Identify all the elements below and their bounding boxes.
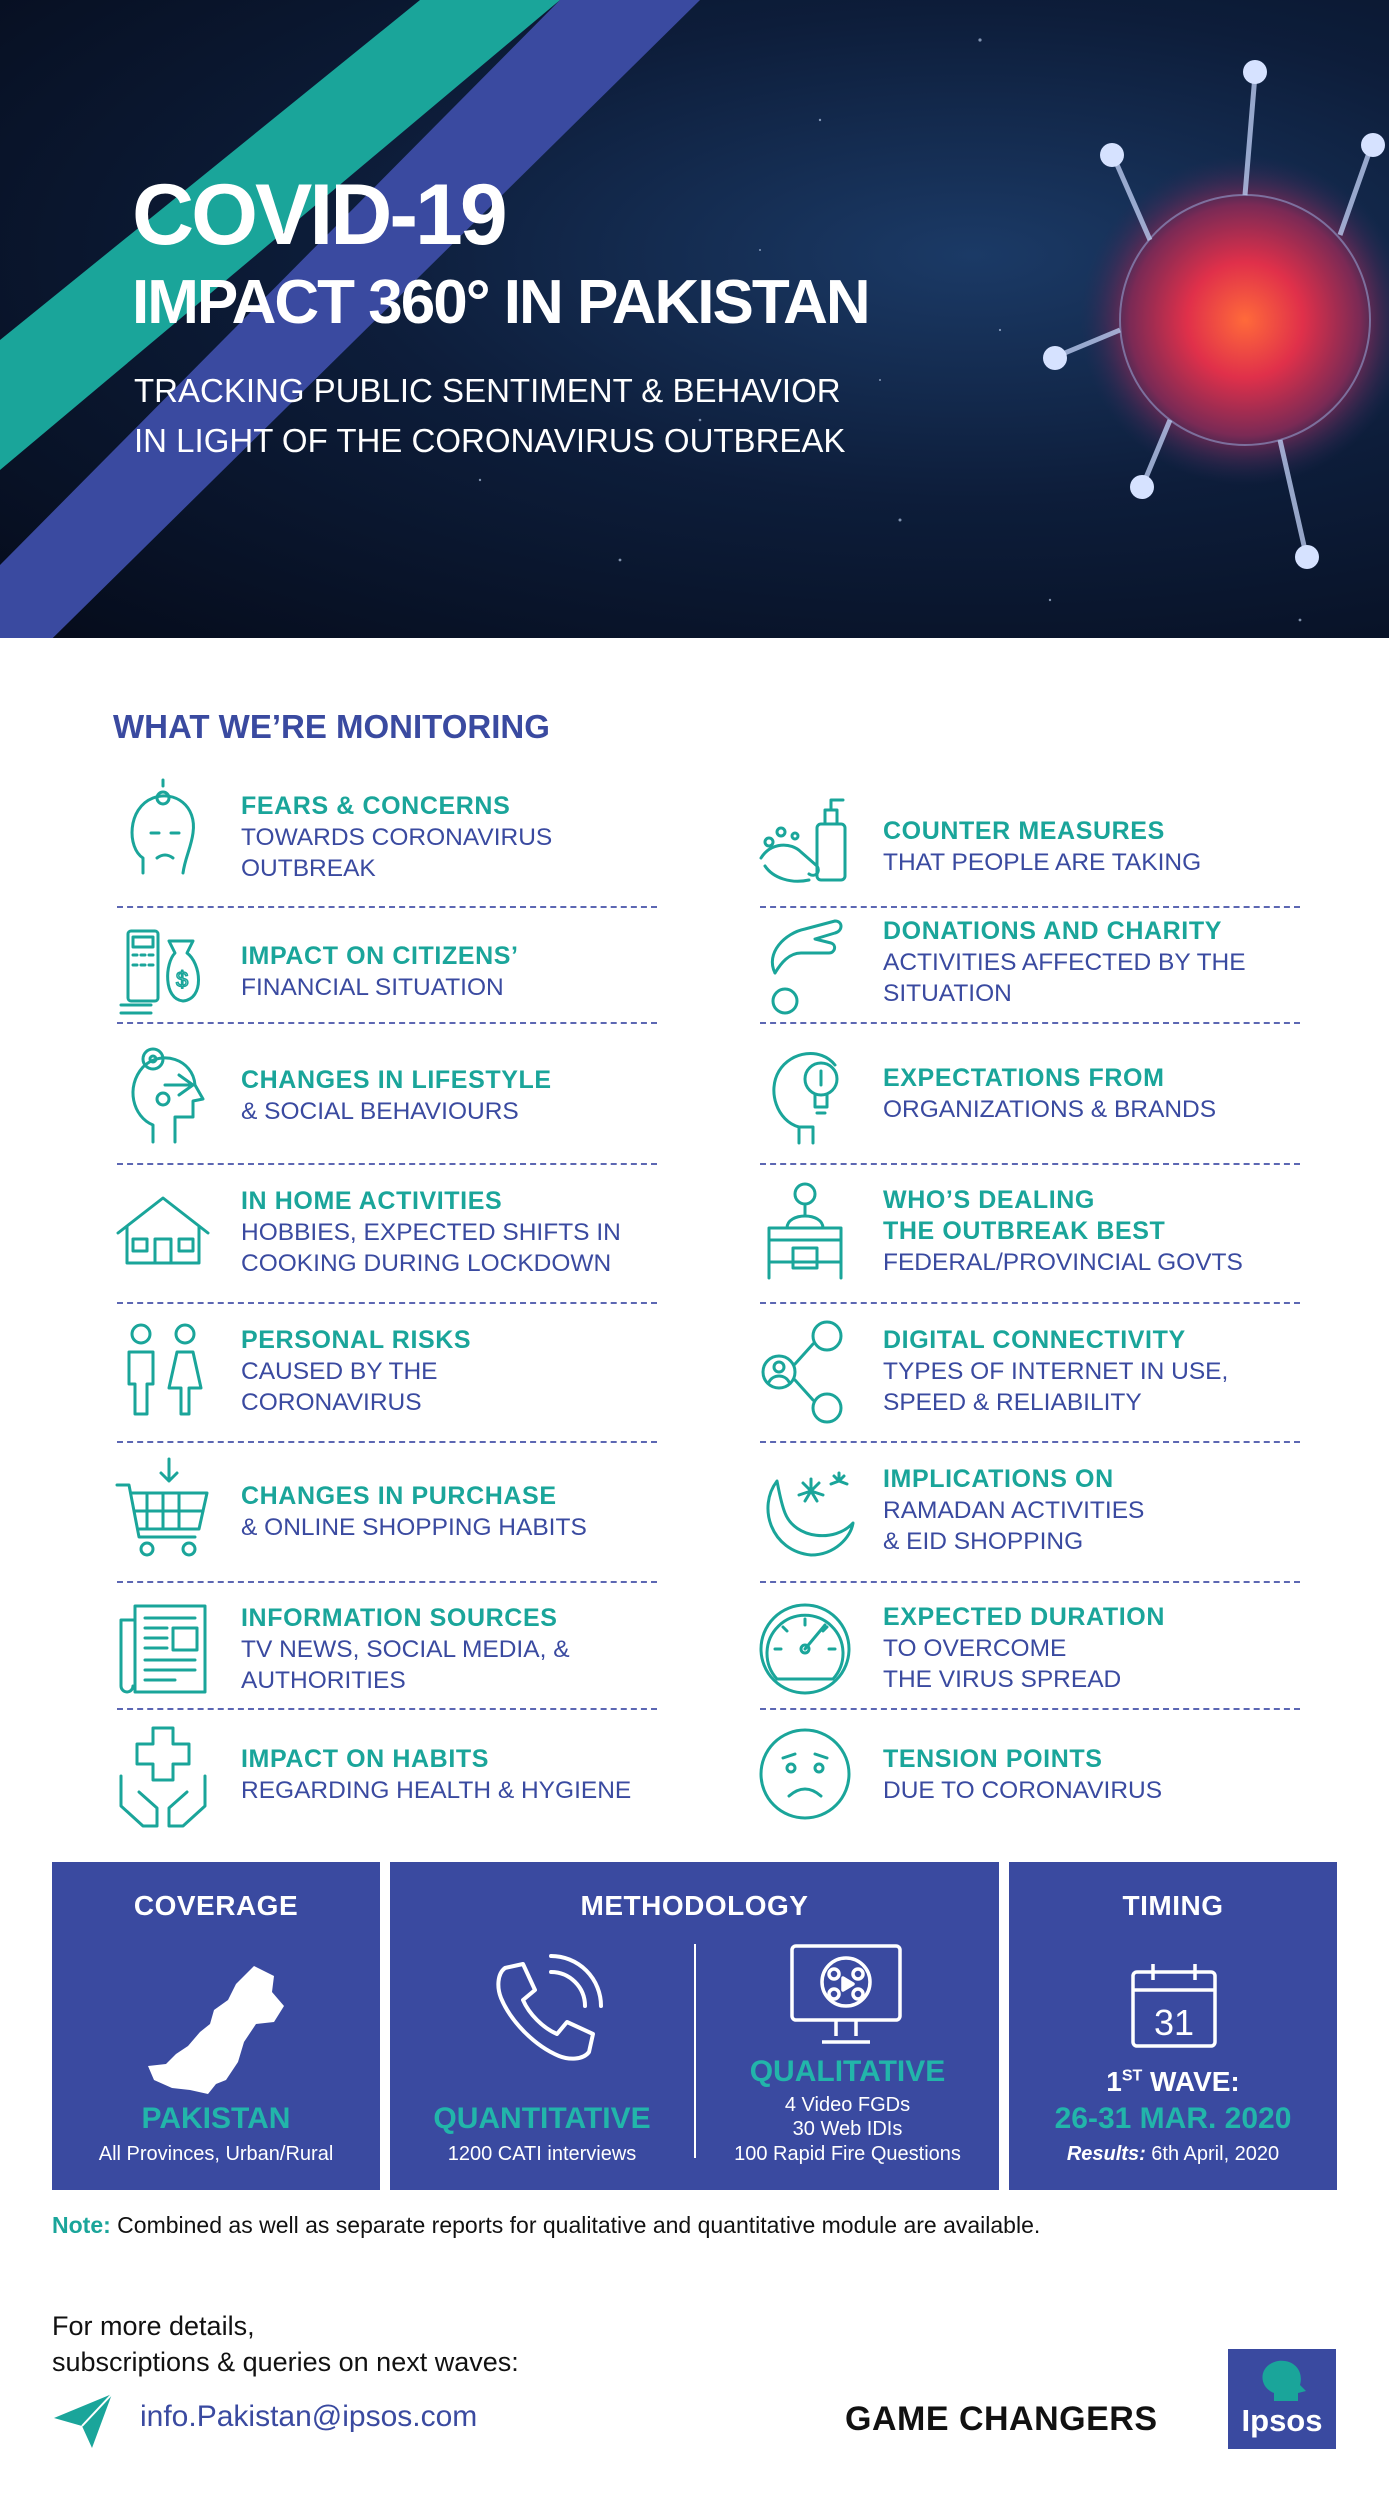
- item-desc: OUTBREAK: [241, 854, 376, 882]
- timing-heading: TIMING: [1122, 1890, 1224, 1921]
- quantitative-label: QUANTITATIVE: [433, 2102, 651, 2135]
- methodology-box: [390, 1862, 999, 2190]
- item-desc: FINANCIAL SITUATION: [241, 974, 504, 1001]
- divider: [760, 1022, 1300, 1024]
- item-desc: HOBBIES, EXPECTED SHIFTS IN: [241, 1218, 621, 1246]
- coverage-heading: COVERAGE: [133, 1890, 299, 1921]
- item-title: EXPECTED DURATION: [883, 1602, 1165, 1631]
- monitor-item-risks: [113, 1312, 658, 1430]
- item-desc: & ONLINE SHOPPING HABITS: [241, 1514, 587, 1541]
- send-paper-plane-icon: [52, 2392, 114, 2450]
- results-line: [1009, 2142, 1337, 2166]
- divider: [117, 1163, 657, 1165]
- item-desc: SITUATION: [883, 979, 1012, 1007]
- wave-word: WAVE:: [1150, 2066, 1240, 2097]
- wave-suffix: ST: [1121, 2067, 1143, 2085]
- coverage-detail: All Provinces, Urban/Rural: [98, 2143, 334, 2165]
- sad-face-icon: [755, 1716, 855, 1834]
- note-text: Combined as well as separate reports for qualitative and quantitative module are available.: [117, 2212, 1041, 2238]
- monitor-item-purchase: [113, 1453, 658, 1571]
- divider: [760, 1581, 1300, 1583]
- logo-face-icon: [1254, 2357, 1310, 2405]
- item-desc: TV NEWS, SOCIAL MEDIA, &: [241, 1635, 570, 1663]
- monitor-item-information: [113, 1590, 658, 1708]
- results-date: 6th April, 2020: [1151, 2143, 1280, 2165]
- qualitative-item: 100 Rapid Fire Questions: [734, 2143, 961, 2165]
- item-desc: & EID SHOPPING: [883, 1527, 1084, 1555]
- contact-email-link[interactable]: info.Pakistan@ipsos.com: [140, 2400, 478, 2433]
- pakistan-map-icon: [144, 1962, 294, 2112]
- monitor-item-habits: [113, 1716, 658, 1834]
- hand-wash-sanitizer-icon: [755, 788, 855, 906]
- head-lightbulb-icon: [755, 1035, 855, 1153]
- monitor-item-tension: [755, 1716, 1300, 1834]
- note: [52, 2212, 1040, 2239]
- monitor-item-fears: [113, 778, 658, 896]
- donation-hand-coin-icon: [755, 903, 855, 1021]
- item-desc: THAT PEOPLE ARE TAKING: [883, 849, 1202, 876]
- slogan: GAME CHANGERS: [845, 2400, 1158, 2438]
- monitor-item-digital: [755, 1312, 1300, 1430]
- item-desc: ORGANIZATIONS & BRANDS: [883, 1096, 1217, 1123]
- network-users-icon: [755, 1312, 855, 1430]
- item-desc: CORONAVIRUS: [241, 1388, 422, 1416]
- divider: [117, 1302, 657, 1304]
- item-title: IMPACT ON HABITS: [241, 1745, 490, 1773]
- item-title: CHANGES IN LIFESTYLE: [241, 1066, 552, 1094]
- logo-text: Ipsos: [1241, 2403, 1323, 2438]
- wave-dates: 26-31 MAR. 2020: [1054, 2102, 1292, 2135]
- divider: [117, 1708, 657, 1710]
- item-desc: RAMADAN ACTIVITIES: [883, 1496, 1145, 1524]
- qualitative-label: QUALITATIVE: [749, 2055, 946, 2088]
- virus-icon: [1043, 60, 1389, 569]
- item-title: FEARS & CONCERNS: [241, 791, 511, 820]
- calendar-day: 31: [1153, 2002, 1195, 2043]
- methodology-heading: METHODOLOGY: [580, 1890, 809, 1921]
- item-desc: AUTHORITIES: [241, 1666, 406, 1694]
- timing-box: [1009, 1862, 1337, 2190]
- tagline-line-1: TRACKING PUBLIC SENTIMENT & BEHAVIOR: [134, 372, 841, 409]
- newspaper-icon: [113, 1590, 213, 1708]
- speaker-podium-icon: [755, 1172, 855, 1290]
- section-heading: WHAT WE’RE MONITORING: [113, 708, 550, 745]
- divider: [117, 1441, 657, 1443]
- house-icon: [113, 1173, 213, 1291]
- monitor-item-lifestyle: [113, 1037, 658, 1155]
- divider: [760, 1441, 1300, 1443]
- head-gears-icon: [113, 1037, 213, 1155]
- money-bag-calculator-icon: [113, 913, 213, 1031]
- item-desc: SPEED & RELIABILITY: [883, 1388, 1142, 1416]
- more-details-line-2: subscriptions & queries on next waves:: [52, 2347, 519, 2377]
- wave-label: [1009, 2066, 1337, 2098]
- item-desc: CAUSED BY THE: [241, 1357, 438, 1385]
- svg-text:$: $: [176, 967, 189, 992]
- more-details: [52, 2308, 519, 2380]
- item-desc: THE VIRUS SPREAD: [883, 1665, 1122, 1693]
- monitor-item-duration: [755, 1589, 1300, 1707]
- item-desc: REGARDING HEALTH & HYGIENE: [241, 1777, 632, 1804]
- coverage-country: PAKISTAN: [141, 2102, 291, 2135]
- item-title: IMPACT ON CITIZENS’: [241, 942, 519, 970]
- monitor-item-financial: [113, 913, 658, 1031]
- main-subtitle: IMPACT 360° IN PAKISTAN: [132, 268, 869, 337]
- monitor-item-home: [113, 1173, 658, 1291]
- item-title: IMPLICATIONS ON: [883, 1464, 1114, 1493]
- item-title-line-2: THE OUTBREAK BEST: [883, 1216, 1166, 1245]
- item-title: TENSION POINTS: [883, 1745, 1103, 1773]
- crescent-fireworks-icon: [755, 1451, 855, 1569]
- coverage-box: [52, 1862, 380, 2190]
- more-details-line-1: For more details,: [52, 2311, 255, 2341]
- health-cross-hands-icon: [113, 1716, 213, 1834]
- monitor-item-expectations: [755, 1035, 1300, 1153]
- qualitative-item: 30 Web IDIs: [792, 2118, 903, 2140]
- note-label: Note:: [52, 2212, 111, 2238]
- ipsos-logo: [1228, 2349, 1336, 2449]
- item-title: PERSONAL RISKS: [241, 1325, 472, 1354]
- worried-head-icon: [113, 778, 213, 896]
- speedometer-icon: [755, 1589, 855, 1707]
- divider: [760, 1302, 1300, 1304]
- item-desc: DUE TO CORONAVIRUS: [883, 1777, 1163, 1804]
- item-desc: FEDERAL/PROVINCIAL GOVTS: [883, 1248, 1243, 1276]
- divider: [760, 1163, 1300, 1165]
- monitor-item-counter-measures: [755, 788, 1300, 906]
- item-title: COUNTER MEASURES: [883, 817, 1165, 845]
- phone-icon: [485, 1952, 605, 2072]
- results-label: Results:: [1066, 2143, 1146, 2165]
- video-call-monitor-icon: [788, 1942, 904, 2048]
- monitor-item-ramadan: [755, 1451, 1300, 1569]
- tagline-line-2: IN LIGHT OF THE CORONAVIRUS OUTBREAK: [134, 422, 846, 459]
- item-desc: TO OVERCOME: [883, 1634, 1067, 1662]
- hero-banner: [0, 0, 1389, 638]
- qualitative-item: 4 Video FGDs: [784, 2094, 911, 2116]
- divider: [117, 906, 657, 908]
- item-title: INFORMATION SOURCES: [241, 1603, 558, 1632]
- main-title: COVID-19: [132, 167, 505, 263]
- divider: [760, 1708, 1300, 1710]
- item-title: CHANGES IN PURCHASE: [241, 1482, 557, 1510]
- man-woman-icon: [113, 1312, 213, 1430]
- divider: [117, 1022, 657, 1024]
- shopping-cart-icon: [113, 1453, 213, 1571]
- divider: [117, 1581, 657, 1583]
- item-desc: ACTIVITIES AFFECTED BY THE: [883, 948, 1246, 976]
- item-title: WHO’S DEALING: [883, 1185, 1095, 1214]
- item-title: IN HOME ACTIVITIES: [241, 1186, 503, 1215]
- quantitative-detail: 1200 CATI interviews: [447, 2143, 637, 2165]
- item-title: EXPECTATIONS FROM: [883, 1064, 1165, 1092]
- wave-number: 1: [1106, 2066, 1122, 2097]
- item-desc: & SOCIAL BEHAVIOURS: [241, 1098, 519, 1125]
- item-title: DONATIONS AND CHARITY: [883, 916, 1222, 945]
- item-desc: TOWARDS CORONAVIRUS: [241, 823, 553, 851]
- item-desc: COOKING DURING LOCKDOWN: [241, 1249, 612, 1277]
- monitor-item-donations: [755, 903, 1300, 1021]
- item-desc: TYPES OF INTERNET IN USE,: [883, 1357, 1229, 1385]
- monitor-item-dealing: [755, 1172, 1300, 1290]
- item-title: DIGITAL CONNECTIVITY: [883, 1325, 1186, 1354]
